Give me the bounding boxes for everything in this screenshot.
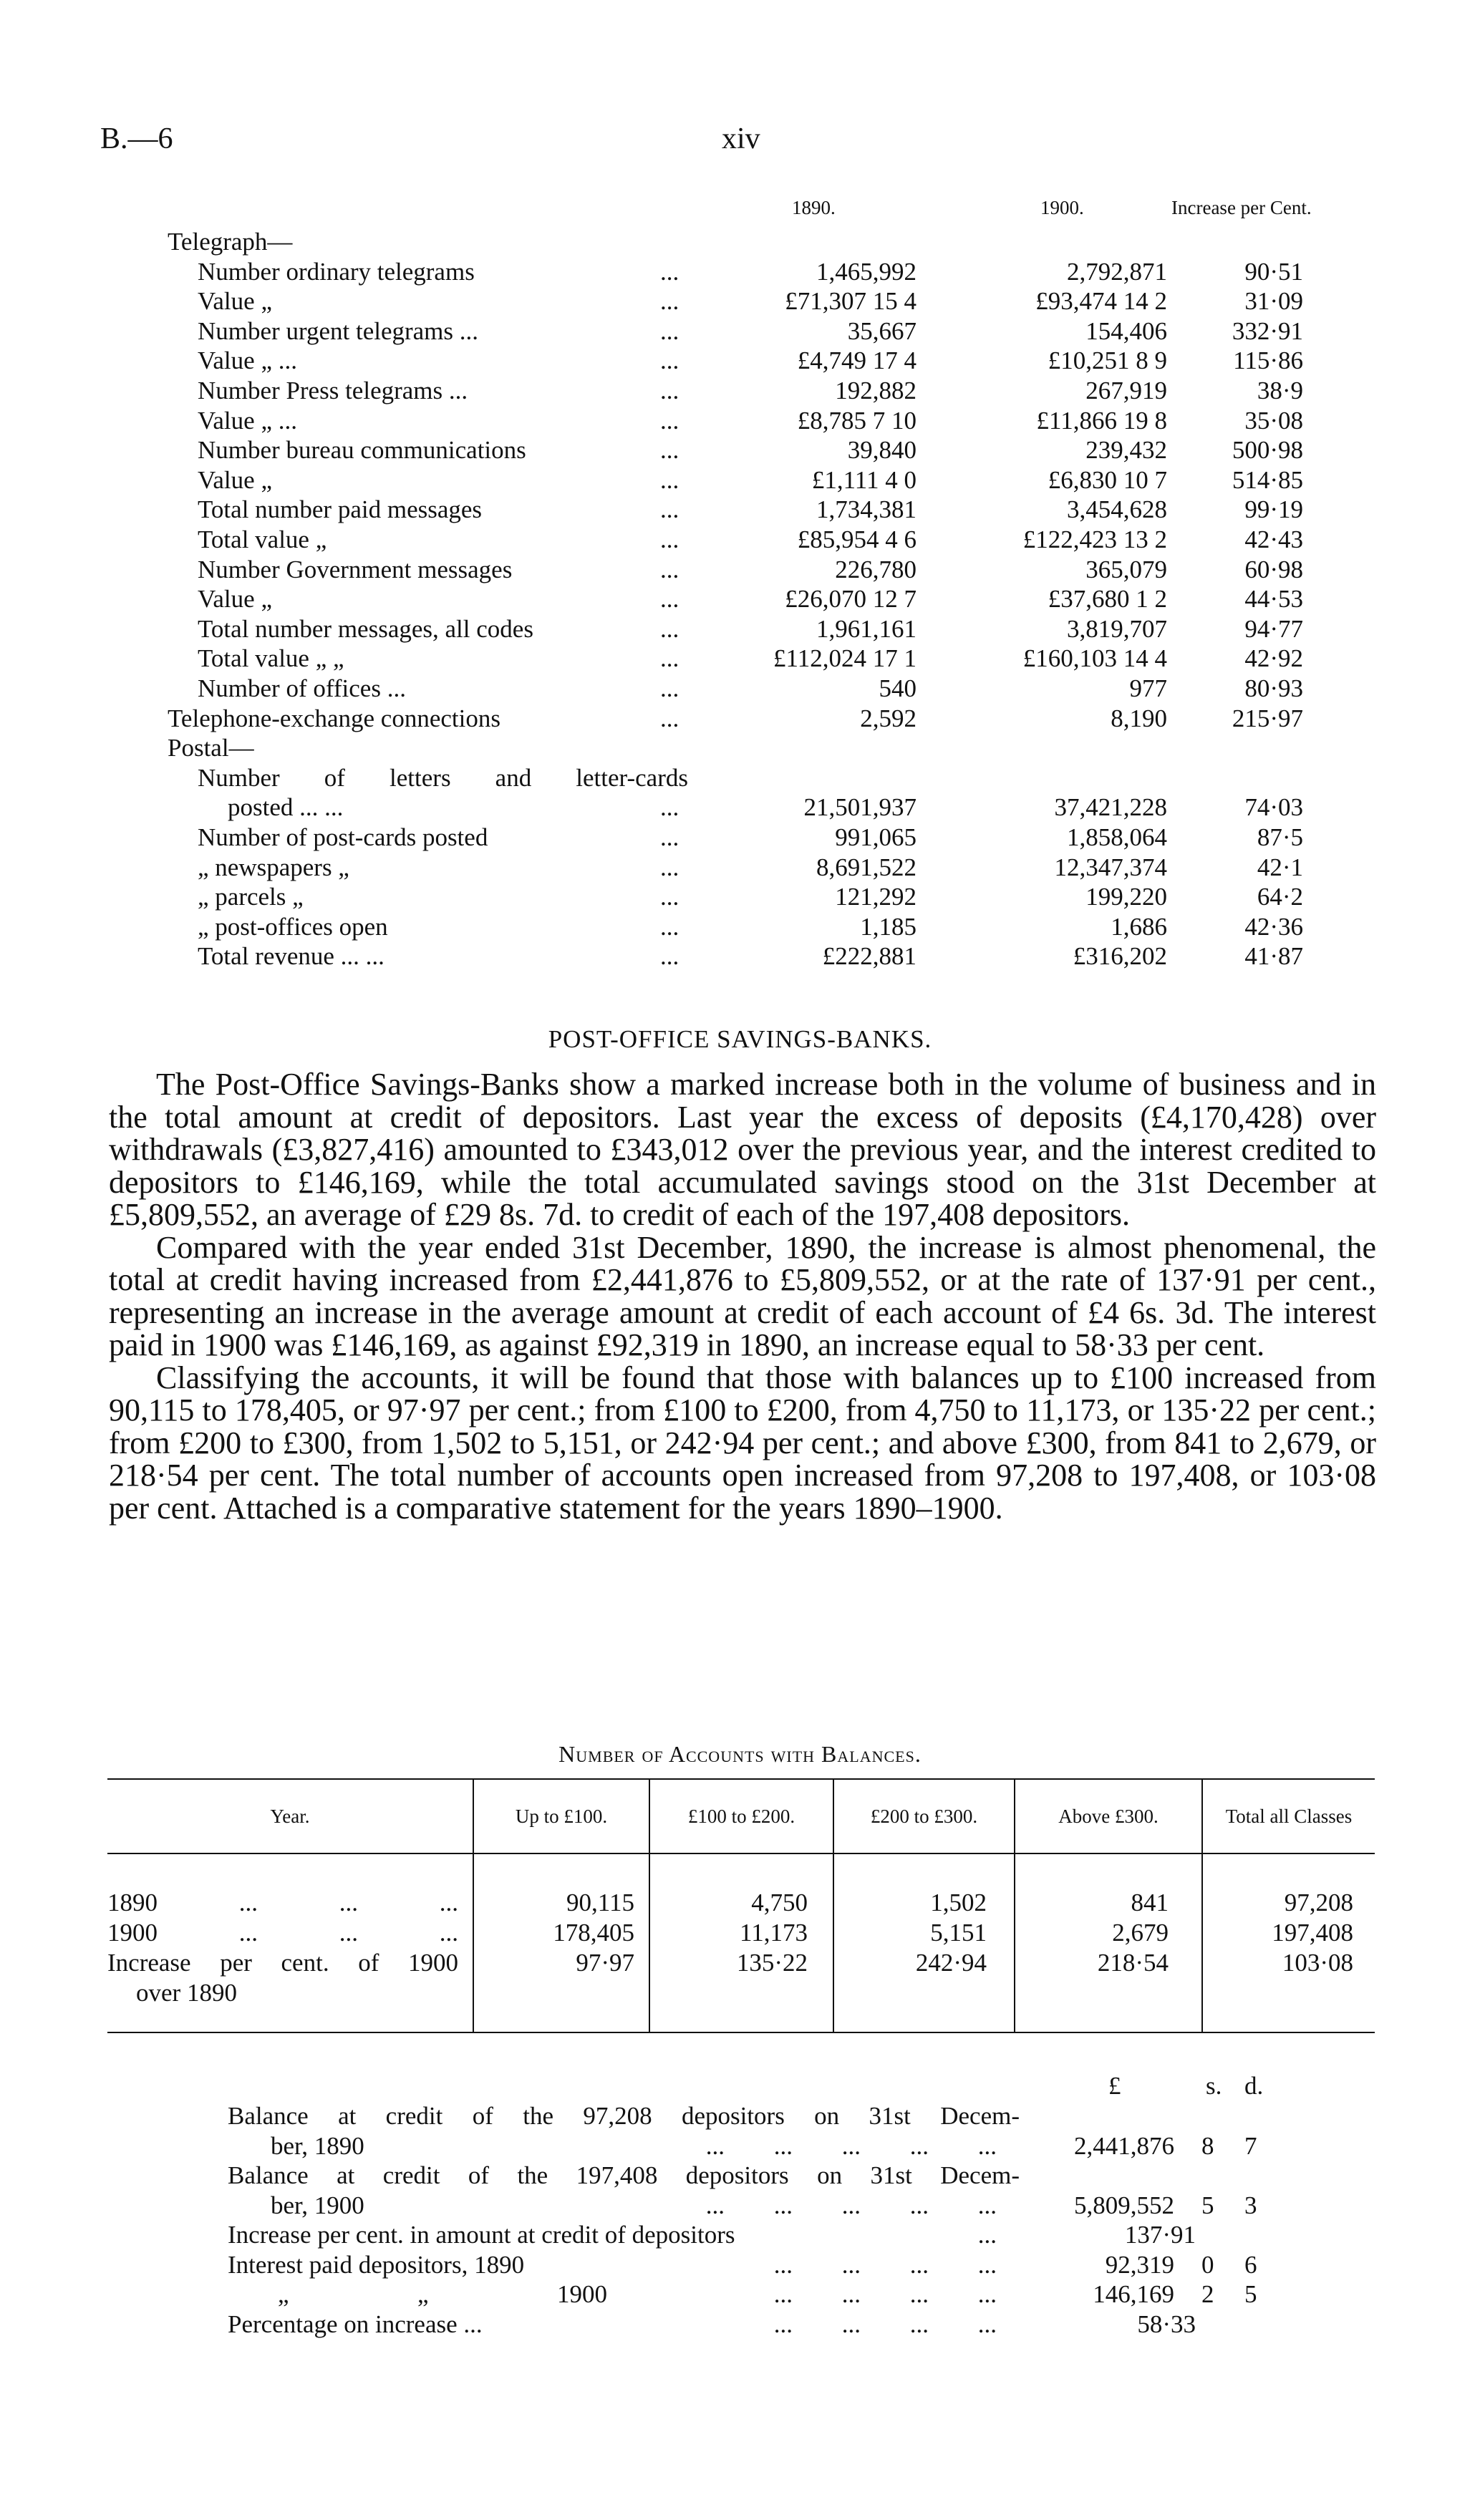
- table-top-rule: [107, 1778, 1375, 1780]
- value-1900: 3,819,707: [1067, 614, 1167, 643]
- increase-percent: 35·08: [1244, 406, 1303, 435]
- amount-pounds: 5,809,552: [1074, 2191, 1174, 2219]
- row-label: Number of offices ...: [198, 674, 406, 702]
- table-cell: 97,208: [1284, 1889, 1353, 1916]
- pounds-header: £: [1108, 2072, 1121, 2100]
- leader-dots: ...: [977, 2221, 997, 2249]
- page-reference: B.—6: [100, 122, 173, 155]
- leader-dots: ...: [660, 316, 679, 345]
- value-1900: 3,454,628: [1067, 495, 1167, 524]
- row-label: Value „: [198, 585, 272, 614]
- leader-dots: ...: [660, 406, 679, 435]
- pence-header: d.: [1244, 2072, 1264, 2100]
- year-label: Increase per cent. of 1900: [107, 1949, 458, 1977]
- leader-dots: ...: [660, 644, 679, 673]
- table-cell: 5,151: [930, 1919, 987, 1947]
- value-1890: 540: [879, 674, 916, 702]
- increase-percent: 332·91: [1232, 316, 1303, 345]
- leader-dots: ...: [660, 912, 679, 941]
- value-1890: £222,881: [822, 942, 916, 971]
- increase-percent: 115·86: [1233, 346, 1303, 375]
- leader-dots: ...: [660, 257, 679, 286]
- leader-dots: ...: [660, 585, 679, 614]
- value-1890: 1,465,992: [816, 257, 916, 286]
- table-cell: 103·08: [1282, 1949, 1353, 1977]
- value-1900: 2,792,871: [1067, 257, 1167, 286]
- table-cell: 178,405: [553, 1919, 634, 1947]
- balance-label: Balance at credit of the 97,208 depositors on 31st Decem-: [228, 2102, 1020, 2130]
- amount-pence: 3: [1244, 2191, 1257, 2219]
- row-label: Number Government messages: [198, 555, 513, 583]
- year-label: 1900 ... ... ...: [107, 1919, 458, 1947]
- increase-percent: 42·92: [1244, 644, 1303, 673]
- row-label: „ parcels „: [198, 883, 304, 911]
- row-label: Value „: [198, 287, 272, 316]
- value-1890: £71,307 15 4: [785, 287, 916, 316]
- amount-pounds: 58·33: [1137, 2310, 1196, 2338]
- row-label: Value „: [198, 465, 272, 494]
- row-label: posted ... ...: [228, 793, 344, 822]
- balance-label: Balance at credit of the 197,408 depositors on 31st Decem-: [228, 2161, 1020, 2189]
- value-1890: 1,185: [860, 912, 916, 941]
- leader-dots: ...: [660, 942, 679, 971]
- increase-percent: 60·98: [1244, 555, 1303, 583]
- balance-label: Percentage on increase ...: [228, 2310, 483, 2338]
- leader-dots: ...: [660, 465, 679, 494]
- value-1900: 1,686: [1111, 912, 1167, 941]
- increase-percent: 31·09: [1244, 287, 1303, 316]
- increase-percent: 64·2: [1257, 883, 1303, 911]
- value-1890: 8,691,522: [816, 853, 916, 881]
- row-label: Number of letters and letter-cards: [198, 763, 688, 792]
- table-cell: 4,750: [751, 1889, 808, 1916]
- leader-dots: ... ... ... ...: [773, 2250, 997, 2279]
- value-1890: £26,070 12 7: [785, 585, 916, 614]
- row-label: „ post-offices open: [198, 912, 388, 941]
- increase-percent: 90·51: [1244, 257, 1303, 286]
- increase-percent: 94·77: [1244, 614, 1303, 643]
- row-label: Telephone-exchange connections: [168, 704, 500, 732]
- value-1900: 154,406: [1085, 316, 1167, 345]
- leader-dots: ...: [660, 377, 679, 404]
- column-header: Year.: [270, 1806, 310, 1827]
- year-label: over 1890: [136, 1979, 237, 2007]
- increase-percent: 500·98: [1232, 436, 1303, 465]
- value-1890: 1,734,381: [816, 495, 916, 524]
- row-label: Number urgent telegrams ...: [198, 316, 479, 345]
- value-1890: 2,592: [860, 704, 916, 732]
- row-label: „ newspapers „: [198, 853, 349, 881]
- value-1890: 21,501,937: [803, 793, 916, 822]
- column-header: Increase per Cent.: [1171, 197, 1312, 218]
- amount-pounds: 92,319: [1105, 2250, 1174, 2279]
- row-label: Total number messages, all codes: [198, 614, 533, 643]
- amount-pence: 7: [1244, 2131, 1257, 2160]
- balance-label: ber, 1900: [271, 2191, 364, 2219]
- increase-percent: 42·43: [1244, 525, 1303, 553]
- value-1890: 39,840: [847, 436, 916, 465]
- column-header: 1890.: [792, 197, 836, 218]
- balance-label: Increase per cent. in amount at credit of depositors: [228, 2221, 735, 2249]
- table-cell: 90,115: [566, 1889, 634, 1916]
- leader-dots: ...: [660, 287, 679, 316]
- row-label: Number of post-cards posted: [198, 823, 488, 851]
- section-title: POST-OFFICE SAVINGS-BANKS.: [548, 1025, 932, 1053]
- leader-dots: ... ... ... ...: [773, 2310, 997, 2338]
- value-1890: £112,024 17 1: [773, 644, 916, 673]
- amount-shillings: 2: [1201, 2280, 1214, 2308]
- column-header: Above £300.: [1058, 1806, 1159, 1827]
- savings-text: [109, 1068, 1376, 1524]
- column-header: £100 to £200.: [687, 1806, 795, 1827]
- row-label: Number ordinary telegrams: [198, 257, 475, 286]
- value-1890: £4,749 17 4: [797, 346, 916, 375]
- value-1900: £10,251 8 9: [1048, 346, 1167, 375]
- value-1900: 8,190: [1111, 704, 1167, 732]
- leader-dots: ...: [660, 436, 679, 465]
- leader-dots: ...: [660, 495, 679, 524]
- value-1900: £122,423 13 2: [1022, 525, 1167, 553]
- leader-dots: ... ... ... ... ...: [705, 2191, 997, 2219]
- column-header: £200 to £300.: [870, 1806, 978, 1827]
- table-cell: 197,408: [1272, 1919, 1353, 1947]
- balance-label: „ „ 1900: [278, 2280, 607, 2308]
- table-bottom-rule: [107, 2032, 1375, 2033]
- value-1900: 977: [1129, 674, 1167, 702]
- table-cell: 218·54: [1097, 1949, 1169, 1977]
- increase-percent: 80·93: [1244, 674, 1303, 702]
- increase-percent: 87·5: [1257, 823, 1303, 851]
- leader-dots: ...: [660, 793, 679, 822]
- leader-dots: ... ... ... ... ...: [705, 2131, 997, 2160]
- row-label: Value „ ...: [198, 346, 297, 375]
- amount-shillings: 8: [1201, 2131, 1214, 2160]
- balance-label: ber, 1890: [271, 2131, 364, 2160]
- value-1890: 991,065: [835, 823, 916, 851]
- leader-dots: ...: [660, 555, 679, 583]
- value-1900: 199,220: [1085, 883, 1167, 911]
- value-1890: 121,292: [835, 883, 916, 911]
- value-1890: £85,954 4 6: [797, 525, 916, 553]
- leader-dots: ...: [660, 823, 679, 851]
- leader-dots: ...: [660, 853, 679, 881]
- leader-dots: ...: [660, 525, 679, 553]
- increase-percent: 42·1: [1257, 853, 1303, 881]
- leader-dots: ...: [660, 674, 679, 702]
- value-1900: 1,858,064: [1067, 823, 1167, 851]
- increase-percent: 41·87: [1244, 942, 1303, 971]
- amount-pounds: 2,441,876: [1074, 2131, 1174, 2160]
- value-1900: £316,202: [1073, 942, 1167, 971]
- column-header: Total all Classes: [1225, 1806, 1353, 1827]
- increase-percent: 74·03: [1244, 793, 1303, 822]
- value-1900: £93,474 14 2: [1035, 287, 1167, 316]
- table-cell: 2,679: [1112, 1919, 1169, 1947]
- row-label: Telegraph—: [168, 228, 293, 256]
- leader-dots: ...: [660, 883, 679, 911]
- year-label: 1890 ... ... ...: [107, 1889, 458, 1916]
- value-1890: £8,785 7 10: [797, 406, 916, 435]
- amount-pence: 5: [1244, 2280, 1257, 2308]
- table-cell: 135·22: [736, 1949, 808, 1977]
- value-1900: 239,432: [1085, 436, 1167, 465]
- increase-percent: 42·36: [1244, 912, 1303, 941]
- amount-shillings: 5: [1201, 2191, 1214, 2219]
- accounts-table-title: Number of Accounts with Balances.: [558, 1741, 922, 1767]
- value-1900: 12,347,374: [1054, 853, 1167, 881]
- value-1900: £37,680 1 2: [1048, 585, 1167, 614]
- table-cell: 242·94: [915, 1949, 987, 1977]
- amount-pounds: 146,169: [1093, 2280, 1174, 2308]
- leader-dots: ... ... ... ...: [773, 2280, 997, 2308]
- table-cell: 1,502: [930, 1889, 987, 1916]
- value-1900: 267,919: [1085, 377, 1167, 404]
- increase-percent: 44·53: [1244, 585, 1303, 614]
- row-label: Total value „: [198, 525, 327, 553]
- amount-pence: 6: [1244, 2250, 1257, 2279]
- table-header-rule: [107, 1853, 1375, 1854]
- column-header: 1900.: [1040, 197, 1084, 218]
- value-1900: £160,103 14 4: [1022, 644, 1167, 673]
- row-label: Postal—: [168, 734, 254, 762]
- increase-percent: 38·9: [1257, 377, 1303, 404]
- row-label: Total revenue ... ...: [198, 942, 384, 971]
- value-1900: 365,079: [1085, 555, 1167, 583]
- leader-dots: ...: [660, 704, 679, 732]
- value-1900: 37,421,228: [1054, 793, 1167, 822]
- increase-percent: 99·19: [1244, 495, 1303, 524]
- value-1890: £1,111 4 0: [811, 465, 916, 494]
- row-label: Value „ ...: [198, 406, 297, 435]
- increase-percent: 514·85: [1232, 465, 1303, 494]
- amount-shillings: 0: [1201, 2250, 1214, 2279]
- value-1890: 35,667: [847, 316, 916, 345]
- table-cell: 841: [1131, 1889, 1169, 1916]
- row-label: Number bureau communications: [198, 436, 526, 465]
- value-1900: £11,866 19 8: [1036, 406, 1167, 435]
- value-1890: 1,961,161: [816, 614, 916, 643]
- page-number: xiv: [722, 122, 760, 155]
- table-cell: 11,173: [740, 1919, 808, 1947]
- row-label: Number Press telegrams ...: [198, 377, 468, 404]
- row-label: Total value „ „: [198, 644, 344, 673]
- value-1900: £6,830 10 7: [1048, 465, 1167, 494]
- paragraph: Compared with the year ended 31st December, 1890, the increase is almost phenomenal, the total at credit having increased from £2,441,876 to £5,809,552, or at the rate of 137·91 per cent., representing an increase in the average amount at credit of each account of £4 6s. 3d. The interest paid in 1900 was £146,169, as against £92,319 in 1890, an increase equal to 58·33 per cent.: [109, 1229, 1376, 1362]
- amount-pounds: 137·91: [1124, 2221, 1196, 2249]
- value-1890: 226,780: [835, 555, 916, 583]
- value-1890: 192,882: [835, 377, 916, 404]
- increase-percent: 215·97: [1232, 704, 1303, 732]
- column-header: Up to £100.: [515, 1806, 608, 1827]
- paragraph: The Post-Office Savings-Banks show a marked increase both in the volume of business and in the total amount at credit of depositors. Last year the excess of deposits (£4,170,428) over withdrawals (£3,827,416) amounted to £343,012 over the previous year, and the interest credited to depositors to £146,169, while the total accumulated savings stood on the 31st December at £5,809,552, an average of £29 8s. 7d. to credit of each of the 197,408 depositors.: [109, 1067, 1376, 1232]
- row-label: Total number paid messages: [198, 495, 483, 524]
- leader-dots: ...: [660, 614, 679, 643]
- shillings-header: s.: [1206, 2072, 1222, 2100]
- leader-dots: ...: [660, 346, 679, 375]
- balance-label: Interest paid depositors, 1890: [228, 2250, 525, 2279]
- paragraph: Classifying the accounts, it will be found that those with balances up to £100 increased from 90,115 to 178,405, or 97·97 per cent.; from £100 to £200, from 4,750 to 11,173, or 135·22 per cent.; from £200 to £300, from 1,502 to 5,151, or 242·94 per cent.; and above £300, from 841 to 2,679, or 218·54 per cent. The total number of accounts open increased from 97,208 to 197,408, or 103·08 per cent. Attached is a comparative statement for the years 1890–1900.: [109, 1360, 1376, 1526]
- table-cell: 97·97: [576, 1949, 634, 1977]
